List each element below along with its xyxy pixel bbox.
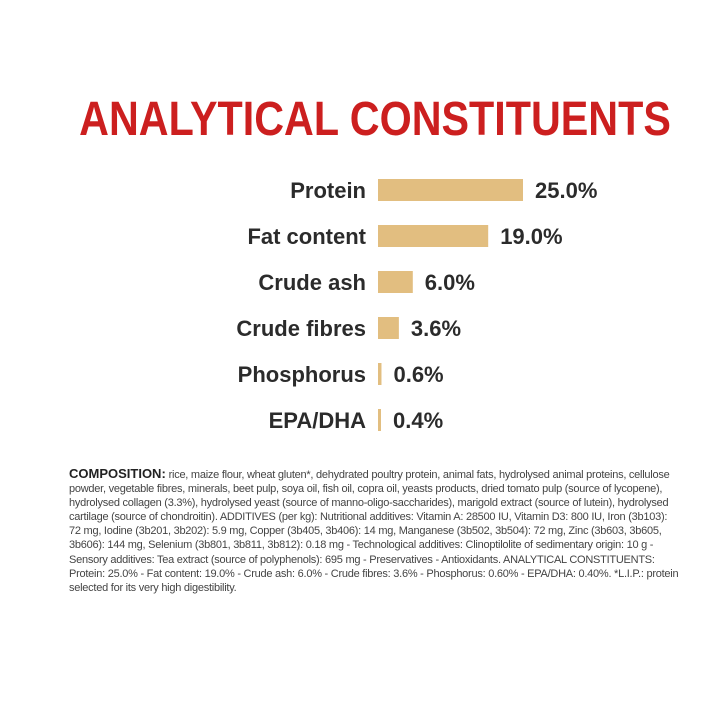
bar-4 [378,363,381,385]
value-label-3: 3.6% [410,316,462,341]
chart-title: ANALYTICAL CONSTITUENTS [79,93,671,146]
category-label-1: Fat content [247,224,366,249]
bar-2 [378,271,413,293]
category-label-5: EPA/DHA [268,408,366,433]
category-label-4: Phosphorus [237,362,366,387]
category-label-0: Protein [290,178,366,203]
value-label-4: 0.6% [393,362,444,387]
bar-0 [378,179,523,201]
analytical-constituents-bar-chart [0,160,720,450]
composition-text-block [69,467,679,595]
value-label-0: 25.0% [535,178,598,203]
category-label-3: Crude fibres [236,316,366,341]
composition-body: rice, maize flour, wheat gluten*, dehydrated poultry protein, animal fats, hydrolysed animal proteins, cellulose powder, vegetable fibres, minerals, beet pulp, soya oil, fish oil, copra oil, yeasts products, dried tomato pulp (source of lycopene), hydrolysed collagen (3.3%), hydrolysed yeast (source of manno-oligo-saccharides), marigold extract (source of lutein), hydrolysed cartilage (source of chondroitin). ADDITIVES (per kg): Nutritional additives: Vitamin A: 28500 IU, Vitamin D3: 800 IU, Iron (3b103): 72 mg, Iodine (3b201, 3b202): 5.9 mg, Copper (3b405, 3b406): 14 mg, Manganese (3b502, 3b504): 72 mg, Zinc (3b603, 3b605, 3b606): 144 mg, Selenium (3b801, 3b811, 3b812): 0.18 mg - Technological additives: Clinoptilolite of sedimentary origin: 10 g - Sensory additives: Tea extract (source of polyphenols): 695 mg - Preservatives - Antioxidants. ANALYTICAL CONSTITUENTS: Protein: 25.0% - Fat content: 19.0% - Crude ash: 6.0% - Crude fibres: 3.6% - Phosphorus: 0.60% - EPA/DHA: 0.40%. *L.I.P.: protein selected for its very high digestibility. [69,469,679,594]
composition-label: COMPOSITION: [69,466,166,481]
bar-5 [378,409,381,431]
value-label-5: 0.4% [393,408,444,433]
value-label-2: 6.0% [424,270,475,295]
value-label-1: 19.0% [500,224,563,249]
category-label-2: Crude ash [258,270,366,295]
bar-3 [378,317,399,339]
bar-1 [378,225,488,247]
